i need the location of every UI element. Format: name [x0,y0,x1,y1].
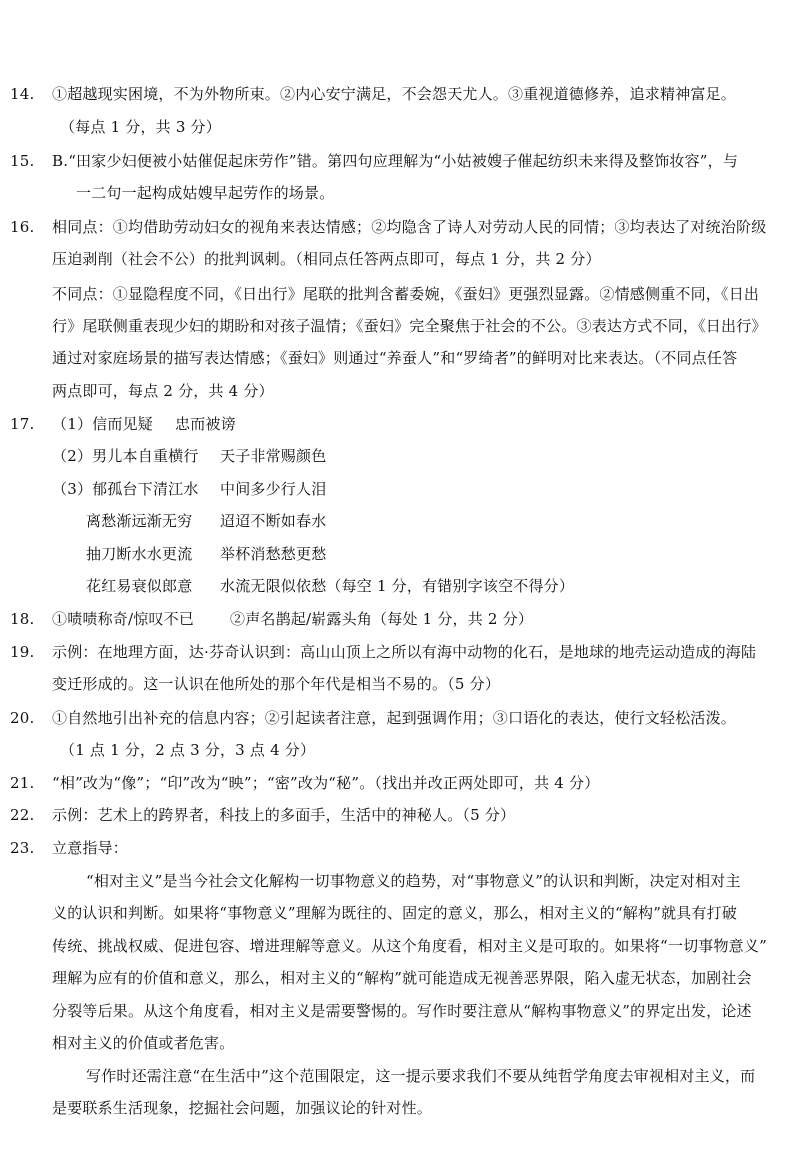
answer-text: 忠而被谤 [175,415,236,433]
score-note: （每点 1 分，共 3 分） [60,118,221,136]
answer-text: 压迫剥削（社会不公）的批判讽刺。（相同点任答两点即可，每点 1 分，共 2 分） [52,250,601,268]
paragraph-text: “相对主义”是当今社会文化解构一切事物意义的趋势，对“事物意义”的认识和判断，决定对相对主 [86,872,741,890]
answer-text: 水流无限似依愁（每空 1 分，有错别字该空不得分） [220,577,575,595]
paragraph-text: 传统、挑战权威、促进包容、增进理解等意义。从这个角度看，相对主义是可取的。如果将“一切事物意义” [52,937,767,955]
question-number: 23. [10,839,35,857]
answer-text: （2）男儿本自重横行 [52,447,199,465]
paragraph-text: 相对主义的价值或者危害。 [52,1034,235,1052]
answer-text: ①超越现实困境，不为外物所束。②内心安宁满足，不会怨天尤人。③重视道德修养，追求精神富足。 [52,85,737,103]
paragraph-text: 是要联系生活现象，挖掘社会问题，加强议论的针对性。 [52,1099,433,1117]
answer-text: 迢迢不断如春水 [220,512,327,530]
question-number: 19. [10,643,35,661]
answer-text: 变迁形成的。这一认识在他所处的那个年代是相当不易的。（5 分） [52,675,501,693]
answer-text: 花红易衰似郎意 [86,577,193,595]
section-heading: 立意指导： [52,839,129,857]
question-number: 22. [10,806,35,824]
answer-text: 一二句一起构成姑嫂早起劳作的场景。 [76,184,335,202]
answer-text: 示例：在地理方面，达·芬奇认识到：高山山顶上之所以有海中动物的化石，是地球的地壳运动造成的海陆 [52,643,757,661]
answer-text: “相”改为“像”；“印”改为“映”；“密”改为“秘”。（找出并改正两处即可，共 4 分） [52,774,600,792]
answer-text: 离愁渐远渐无穷 [86,512,193,530]
answer-text: 天子非常赐颜色 [220,447,327,465]
answer-text: 行》尾联侧重表现少妇的期盼和对孩子温情；《蚕妇》完全聚焦于社会的不公。③表达方式不同，《日出行》 [52,317,767,335]
answer-text: （1）信而见疑 [52,415,153,433]
question-number: 16. [10,218,35,236]
answer-text: 示例：艺术上的跨界者，科技上的多面手，生活中的神秘人。（5 分） [52,806,516,824]
paragraph-text: 义的认识和判断。如果将“事物意义”理解为既往的、固定的意义，那么，相对主义的“解构”就具有打破 [52,904,738,922]
paragraph-text: 写作时还需注意“在生活中”这个范围限定，这一提示要求我们不要从纯哲学角度去审视相对主义，而 [86,1067,756,1085]
paragraph-text: 理解为应有的价值和意义，那么，相对主义的“解构”就可能造成无视善恶界限，陷入虚无状态，加剧社会 [52,969,752,987]
answer-text: 中间多少行人泪 [220,480,327,498]
answer-text: ①自然地引出补充的信息内容；②引起读者注意，起到强调作用；③口语化的表达，使行文轻松活泼。 [52,709,737,727]
answer-text: ①啧啧称奇/惊叹不已 [52,610,195,628]
paragraph-text: 分裂等后果。从这个角度看，相对主义是需要警惕的。写作时要注意从“解构事物意义”的界定出发，论述 [52,1002,752,1020]
question-number: 14. [10,85,35,103]
score-note: （1 点 1 分，2 点 3 分，3 点 4 分） [60,741,316,759]
question-number: 21. [10,774,35,792]
question-number: 20. [10,709,35,727]
question-number: 17. [10,415,35,433]
answer-text: B.“田家少妇便被小姑催促起床劳作”错。第四句应理解为“小姑被嫂子催起纺织未来得及整饰妆容”，与 [52,152,739,170]
question-number: 18. [10,610,35,628]
answer-text: （3）郁孤台下清江水 [52,480,199,498]
answer-text: 通过对家庭场景的描写表达情感；《蚕妇》则通过“养蚕人”和“罗绮者”的鲜明对比来表达。（不同点任答 [52,349,738,367]
answer-text: 两点即可，每点 2 分，共 4 分） [52,382,274,400]
answer-text: 相同点：①均借助劳动妇女的视角来表达情感；②均隐含了诗人对劳动人民的同情；③均表达了对统治阶级 [52,218,767,236]
answer-text: 抽刀断水水更流 [86,545,193,563]
answer-text: 不同点：①显隐程度不同，《日出行》尾联的批判含蓄委婉，《蚕妇》更强烈显露。②情感侧重不同，《日出 [52,285,760,303]
question-number: 15. [10,152,35,170]
answer-text: 举杯消愁愁更愁 [220,545,327,563]
answer-text: ②声名鹊起/崭露头角（每处 1 分，共 2 分） [230,610,534,628]
